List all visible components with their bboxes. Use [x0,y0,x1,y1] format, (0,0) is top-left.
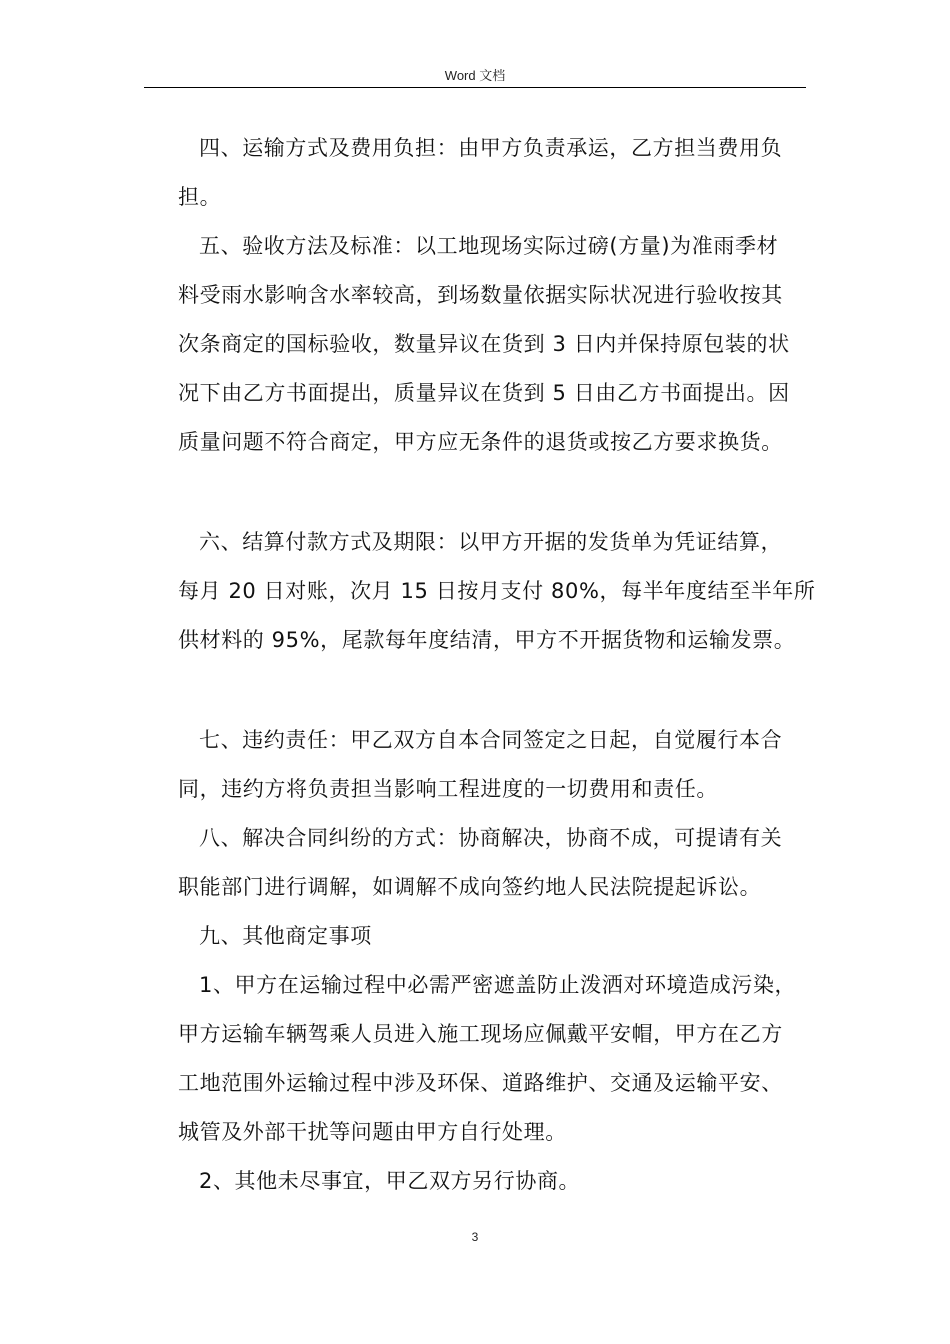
paragraph-gap [178,665,808,716]
paragraph-clause-9-1 [178,961,808,1157]
paragraph-clause-4 [178,124,808,222]
text-line: 供材料的 95%，尾款每年度结清，甲方不开据货物和运输发票。 [178,628,796,652]
paragraph-clause-9 [178,912,808,961]
text-line: 1、甲方在运输过程中必需严密遮盖防止泼洒对环境造成污染， [199,973,797,997]
text-line: 同，违约方将负责担当影响工程进度的一切费用和责任。 [178,777,718,801]
paragraph-clause-8 [178,814,808,912]
text-line: 担。 [178,185,222,209]
paragraph-clause-9-2 [178,1157,808,1206]
text-line: 九、其他商定事项 [199,924,372,948]
paragraph-gap [178,467,808,518]
text-line: 四、运输方式及费用负担：由甲方负责承运，乙方担当费用负 [199,136,783,160]
text-line: 甲方运输车辆驾乘人员进入施工现场应佩戴平安帽，甲方在乙方 [178,1022,783,1046]
text-line: 城管及外部干扰等问题由甲方自行处理。 [178,1120,567,1144]
text-line: 次条商定的国标验收，数量异议在货到 3 日内并保持原包装的状 [178,332,790,356]
text-line: 五、验收方法及标准：以工地现场实际过磅(方量)为准雨季材 [199,234,779,258]
text-line: 七、违约责任：甲乙双方自本合同签定之日起，自觉履行本合 [199,728,783,752]
page-header-title: Word 文档 [444,68,506,83]
text-line: 料受雨水影响含水率较高，到场数量依据实际状况进行验收按其 [178,283,783,307]
text-line: 工地范围外运输过程中涉及环保、道路维护、交通及运输平安、 [178,1071,783,1095]
paragraph-clause-7 [178,716,808,814]
header-divider [144,87,806,88]
paragraph-clause-5 [178,222,808,467]
text-line: 六、结算付款方式及期限：以甲方开据的发货单为凭证结算， [199,530,783,554]
text-line: 况下由乙方书面提出，质量异议在货到 5 日由乙方书面提出。因 [178,381,790,405]
text-line: 职能部门进行调解，如调解不成向签约地人民法院提起诉讼。 [178,875,762,899]
paragraph-clause-6 [178,518,816,665]
text-line: 每月 20 日对账，次月 15 日按月支付 80%，每半年度结至半年所 [178,579,816,603]
text-line: 2、其他未尽事宜，甲乙双方另行协商。 [199,1169,581,1193]
text-line: 质量问题不符合商定，甲方应无条件的退货或按乙方要求换货。 [178,430,783,454]
page-number: 3 [471,1230,479,1244]
text-line: 八、解决合同纠纷的方式：协商解决，协商不成，可提请有关 [199,826,783,850]
document-body [178,124,816,1206]
